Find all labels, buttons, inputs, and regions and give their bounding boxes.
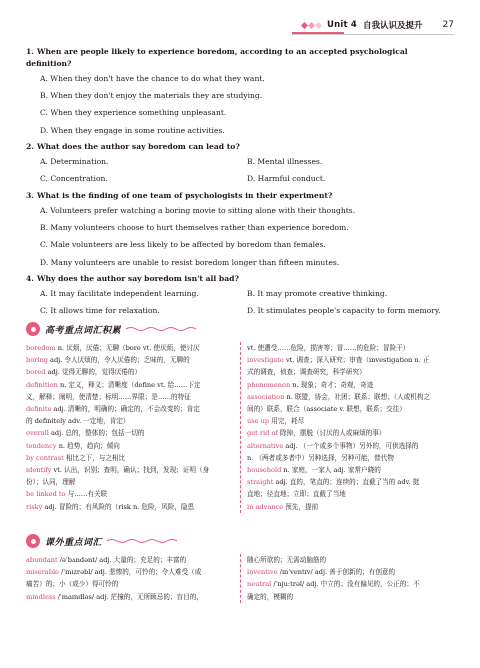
vocab-definition: adj. 令人厌烦的，令人厌倦的；乏味的，无聊的 (47, 356, 190, 365)
answer-option[interactable]: C. Concentration. (40, 174, 108, 184)
vocab-entry (247, 452, 454, 464)
vocab-word: inventive (247, 568, 278, 577)
section-heading-key-vocabulary (26, 322, 196, 336)
vocab-entry (247, 501, 454, 513)
vocab-definition: adj. 觉得无聊的，觉得厌倦的） (45, 368, 142, 377)
answer-option[interactable]: A. Determination. (40, 156, 109, 166)
vocab-column-right (240, 554, 454, 603)
vocab-entry (247, 391, 454, 403)
vocab-word: bored (26, 368, 46, 377)
vocab-word: boring (26, 356, 48, 365)
question-text (26, 273, 454, 285)
vocab-definition: 痛苦）的；小（或少）得可怜的 (26, 580, 119, 589)
answer-option[interactable]: C. When they experience something unpleasant. (40, 108, 227, 118)
vocab-entry (26, 415, 236, 427)
vocab-definition: n. 家庭，一家人 adj. 家常户晓的 (281, 466, 381, 475)
vocab-definition: 预先，提前 (283, 502, 319, 511)
vocab-entry (26, 488, 236, 500)
vocab-entry (247, 366, 454, 378)
vocab-word: definite (26, 405, 52, 414)
extra-vocabulary-table (26, 554, 454, 603)
vocab-entry (26, 554, 236, 566)
vocab-definition: n. 定义，释义；清晰度（define vt. 给……下定 (57, 380, 201, 389)
vocab-word: get rid of (247, 429, 278, 438)
vocab-word: by contrast (26, 453, 64, 462)
section-bullet-icon (26, 534, 40, 548)
wave-decoration-icon (107, 538, 177, 544)
question-stem: When are people likely to experience boredom, according to an accepted psychological definition? (26, 47, 408, 68)
answer-option[interactable]: A. When they don't have the chance to do what they want. (40, 73, 265, 83)
option-row (26, 302, 454, 319)
vocab-word: risky (26, 502, 43, 511)
option-row (26, 170, 454, 187)
vocab-definition: /ɪnˈventɪv/ adj. 善于创新的；有创意的 (277, 568, 396, 577)
vocab-definition: vt. 调查；深入研究；审查（investigation n. 正 (283, 356, 430, 365)
answer-option[interactable]: A. Volunteers prefer watching a boring movie to sitting alone with their thoughts. (40, 205, 356, 215)
vocab-entry (26, 427, 236, 439)
answer-option[interactable]: D. When they engage in some routine activities. (40, 125, 225, 135)
vocab-definition: 随心所欲的；无需动脑筋的 (247, 556, 327, 564)
question-text (26, 46, 454, 70)
vocab-definition: n. （两者或多者中）另种选择，另种可能，替代物 (247, 453, 394, 462)
vocab-word: overall (26, 429, 49, 438)
vocab-entry (247, 440, 454, 452)
vocab-definition: 间的）联系，联合（associate v. 联想，联系；交往） (247, 405, 406, 414)
vocab-word: phenomenon (247, 380, 291, 389)
question-stem: What does the author say boredom can lead to? (37, 142, 240, 152)
vocab-word: household (247, 466, 282, 475)
vocab-entry (26, 403, 236, 415)
vocab-definition: 直地；径直地；立即；直截了当地 (247, 490, 346, 499)
vocab-definition: 除掉，摆脱（讨厌的人或麻烦的事） (277, 429, 386, 438)
page-number: 27 (442, 20, 454, 30)
vocab-word: investigate (247, 356, 284, 365)
answer-option[interactable]: B. Mental illnesses. (247, 156, 323, 166)
vocab-definition: 确定的，模糊的 (247, 592, 294, 601)
vocab-word: neutral (247, 580, 272, 589)
vocab-definition: 份）；认同，理解 (26, 478, 76, 487)
vocab-entry (247, 476, 454, 488)
question-stem: Why does the author say boredom isn't all bad? (37, 274, 239, 284)
vocab-word: in advance (247, 502, 284, 511)
option-row (26, 285, 454, 302)
vocab-entry (247, 566, 454, 578)
diamond-decoration-icon (302, 23, 321, 28)
vocab-entry (26, 578, 236, 590)
option-row (26, 153, 454, 170)
answer-option[interactable]: B. Many volunteers choose to hurt themselves rather than experience boredom. (40, 222, 349, 232)
answer-option[interactable]: A. It may facilitate independent learning. (40, 288, 199, 298)
vocab-definition: adj. 清晰的，明确的；确定的，不会改变的；肯定 (51, 405, 200, 414)
vocab-word: use up (247, 417, 270, 426)
vocab-definition: adj. 冒险的；有风险的（risk n. 危险，风险，隐患 (42, 502, 195, 511)
vocab-word: miserable (26, 568, 59, 577)
vocab-definition: adj. 总的，整体的；包括一切的 (48, 429, 145, 438)
vocab-definition: /ˈmɪzrəbl/ adj. 悲惨的，可怜的；令人难受（或 (58, 568, 202, 577)
answer-option[interactable]: D. Harmful conduct. (247, 174, 326, 184)
question-text (26, 141, 454, 153)
vocab-entry (247, 488, 454, 500)
vocab-word: abundant (26, 556, 58, 564)
wave-decoration-icon (126, 326, 196, 332)
vocab-word: definition (26, 380, 58, 389)
question-block (26, 141, 454, 188)
vocab-definition: n. 厌烦，厌倦；无聊（bore vt. 使厌烦，使讨厌 (55, 344, 200, 352)
page-header (302, 18, 454, 32)
vocab-definition: 义，解释；阐明，使清楚；标明……界限；是……的特征 (26, 392, 191, 401)
vocab-definition: vt. 使遭受……危险，损害等；冒……的危险；冒险干） (247, 344, 410, 352)
vocab-entry (247, 578, 454, 590)
question-stem: What is the finding of one team of psychologists in their experiment? (37, 190, 333, 200)
vocab-word: mindless (26, 592, 56, 601)
vocab-word: alternative (247, 441, 284, 450)
vocab-word: tendency (26, 441, 57, 450)
vocab-entry (247, 342, 454, 354)
vocab-word: association (247, 392, 285, 401)
section-bullet-icon (26, 322, 40, 336)
vocab-entry (247, 354, 454, 366)
vocab-definition: /ˈmaɪndləs/ adj. 茫撞的，无所顾忌的；盲目的， (55, 592, 203, 601)
vocab-definition: 用完，耗尽 (269, 417, 305, 426)
vocab-definition: adj. 直的，笔直的；连续的；直截了当的 adv. 挺 (273, 478, 420, 487)
vocab-entry (247, 427, 454, 439)
vocab-entry (26, 354, 236, 366)
answer-option[interactable]: B. It may promote creative thinking. (247, 288, 388, 298)
vocab-entry (26, 464, 236, 476)
vocab-word: straight (247, 478, 274, 487)
vocab-definition: 式的调查，侦查；调查研究，科学研究） (247, 368, 366, 377)
vocab-entry (26, 440, 236, 452)
question-number: 1. (26, 47, 34, 56)
question-number: 3. (26, 190, 34, 200)
vocab-entry (26, 452, 236, 464)
vocab-entry (26, 476, 236, 488)
vocab-entry (247, 591, 454, 603)
vocab-entry (247, 415, 454, 427)
vocab-definition: 相比之下，与之相比 (63, 453, 126, 462)
answer-option[interactable]: C. It allows time for relaxation. (40, 306, 160, 316)
vocab-entry (247, 554, 454, 566)
vocab-word: identify (26, 466, 52, 475)
answer-option[interactable]: B. When they don't enjoy the materials they are studying. (40, 90, 263, 100)
vocab-column-right (240, 342, 454, 513)
vocab-entry (26, 566, 236, 578)
vocab-entry (247, 403, 454, 415)
vocab-word: be linked to (26, 490, 66, 499)
vocab-definition: 与……有关联 (65, 490, 108, 499)
answer-option[interactable]: D. It stimulates people's capacity to form memory. (247, 306, 441, 316)
vocab-entry (26, 366, 236, 378)
vocab-definition: n. 趋势，趋向；倾向 (56, 441, 120, 450)
vocab-definition: vt. 认出，识别；查明，确认；找到，发现；证明（身 (51, 466, 210, 475)
question-number: 2. (26, 142, 34, 152)
vocab-column-left (26, 342, 240, 513)
question-text (26, 190, 454, 202)
vocab-column-left (26, 554, 240, 603)
vocab-definition: adj. （一个或多个事物）另外的，可供选择的 (283, 441, 419, 450)
key-vocabulary-table (26, 342, 454, 513)
vocab-word: boredom (26, 344, 56, 352)
vocab-entry (26, 379, 236, 391)
vocab-definition: /əˈbʌndənt/ adj. 大量的；充足的；丰富的 (57, 556, 187, 564)
vocab-entry (26, 501, 236, 513)
vocab-entry (26, 591, 236, 603)
vocab-entry (247, 379, 454, 391)
vocab-definition: /ˈnjuːtrəl/ adj. 中立的；没有偏见的，公正的；不 (271, 580, 420, 589)
vocab-definition: 的 definitely adv. 一定地，肯定） (26, 417, 130, 426)
vocab-definition: n. 现象；奇才；奇观，奇迹 (290, 380, 374, 389)
section-title: 课外重点词汇 (45, 537, 103, 548)
section-heading-extra-vocabulary (26, 534, 177, 548)
answer-option[interactable]: C. Male volunteers are less likely to be affected by boredom than females. (40, 240, 326, 250)
questions-section (26, 44, 454, 320)
vocab-entry (247, 464, 454, 476)
question-block (26, 46, 454, 139)
header-divider (292, 34, 454, 35)
vocab-entry (26, 391, 236, 403)
section-title: 高考重点词汇积累 (45, 325, 122, 336)
vocab-definition: n. 联盟，协会，社团；联系；联想；（人或机构之 (284, 392, 431, 401)
question-block (26, 190, 454, 271)
vocab-entry (26, 342, 236, 354)
question-number: 4. (26, 274, 34, 284)
question-block (26, 273, 454, 320)
answer-option[interactable]: D. Many volunteers are unable to resist boredom longer than fifteen minutes. (40, 257, 340, 267)
unit-label: Unit 4 (327, 20, 358, 30)
unit-title: 自我认识及提升 (363, 21, 423, 31)
